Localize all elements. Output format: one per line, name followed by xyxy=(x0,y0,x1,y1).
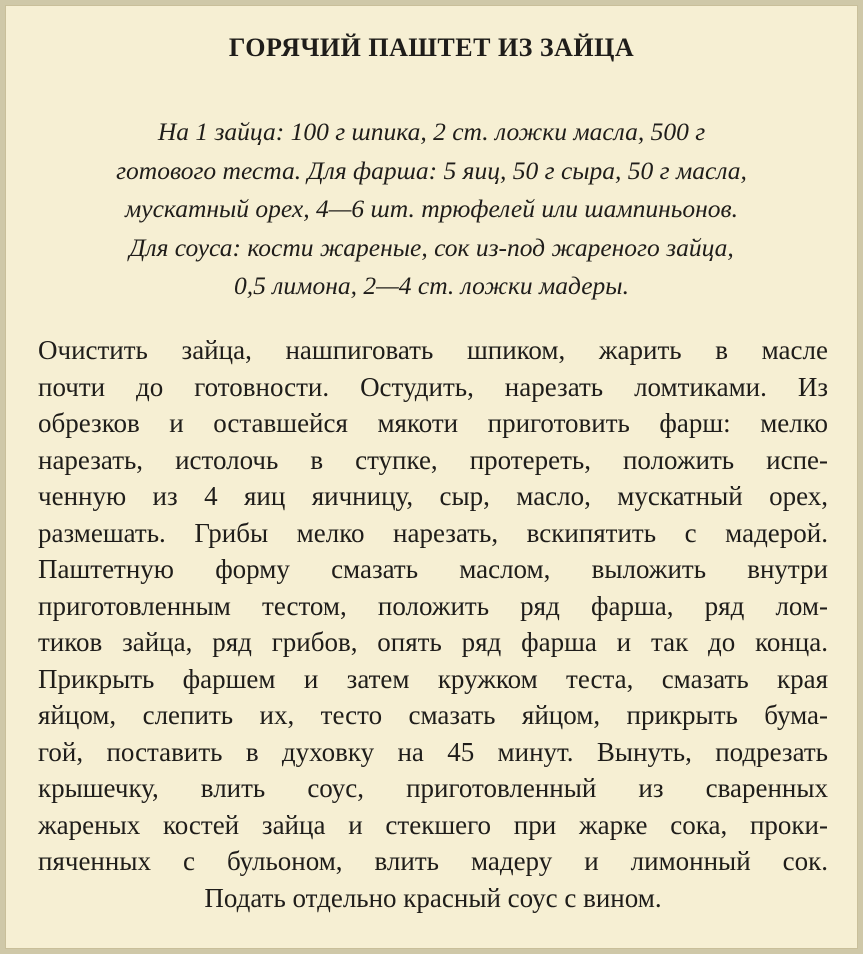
instructions-line: жареных костей зайца и стекшего при жарке сока, проки- xyxy=(38,809,828,840)
instructions-line: Подать отдельно красный соус с вином. xyxy=(204,882,662,913)
recipe-page xyxy=(5,5,858,949)
instructions-line: Прикрыть фаршем и затем кружком теста, смазать края xyxy=(38,663,828,694)
instructions-line: Паштетную форму смазать маслом, выложить внутри xyxy=(38,554,828,584)
instructions-line: Очистить зайца, нашпиговать шпиком, жарить в масле xyxy=(38,335,828,365)
instructions-line: обрезков и оставшейся мякоти приготовить фарш: мелко xyxy=(38,408,828,438)
instructions-line: крышечку, влить соус, приготовленный из сваренных xyxy=(38,773,828,803)
instructions-line: пяченных с бульоном, влить мадеру и лимонный сок. xyxy=(38,846,828,876)
ingredients-line: Для соуса: кости жареные, сок из-под жареного зайца, xyxy=(129,232,734,262)
ingredients-line: готового теста. Для фарша: 5 яиц, 50 г сыра, 50 г масла, xyxy=(116,155,747,185)
instructions-line: приготовленным тестом, положить ряд фарша, ряд лом- xyxy=(38,590,828,621)
recipe-title: ГОРЯЧИЙ ПАШТЕТ ИЗ ЗАЙЦА xyxy=(228,33,635,62)
instructions-line: размешать. Грибы мелко нарезать, вскипятить с мадерой. xyxy=(38,517,828,548)
instructions-line: ченную из 4 яиц яичницу, сыр, масло, мускатный орех, xyxy=(38,481,828,511)
instructions-line: яйцом, слепить их, тесто смазать яйцом, прикрыть бума- xyxy=(38,700,828,730)
instructions-line: почти до готовности. Остудить, нарезать ломтиками. Из xyxy=(38,371,828,402)
ingredients-block xyxy=(35,113,828,306)
instructions-line: гой, поставить в духовку на 45 минут. Вынуть, подрезать xyxy=(38,736,828,767)
ingredients-line: 0,5 лимона, 2—4 ст. ложки мадеры. xyxy=(234,271,629,300)
ingredients-line: мускатный орех, 4—6 шт. трюфелей или шампиньонов. xyxy=(125,194,738,223)
instructions-line: тиков зайца, ряд грибов, опять ряд фарша и так до конца. xyxy=(38,627,828,657)
instructions-line: нарезать, истолочь в ступке, протереть, положить испе- xyxy=(38,444,828,475)
ingredients-line: На 1 зайца: 100 г шпика, 2 ст. ложки масла, 500 г xyxy=(157,117,706,146)
instructions-block xyxy=(38,332,828,916)
